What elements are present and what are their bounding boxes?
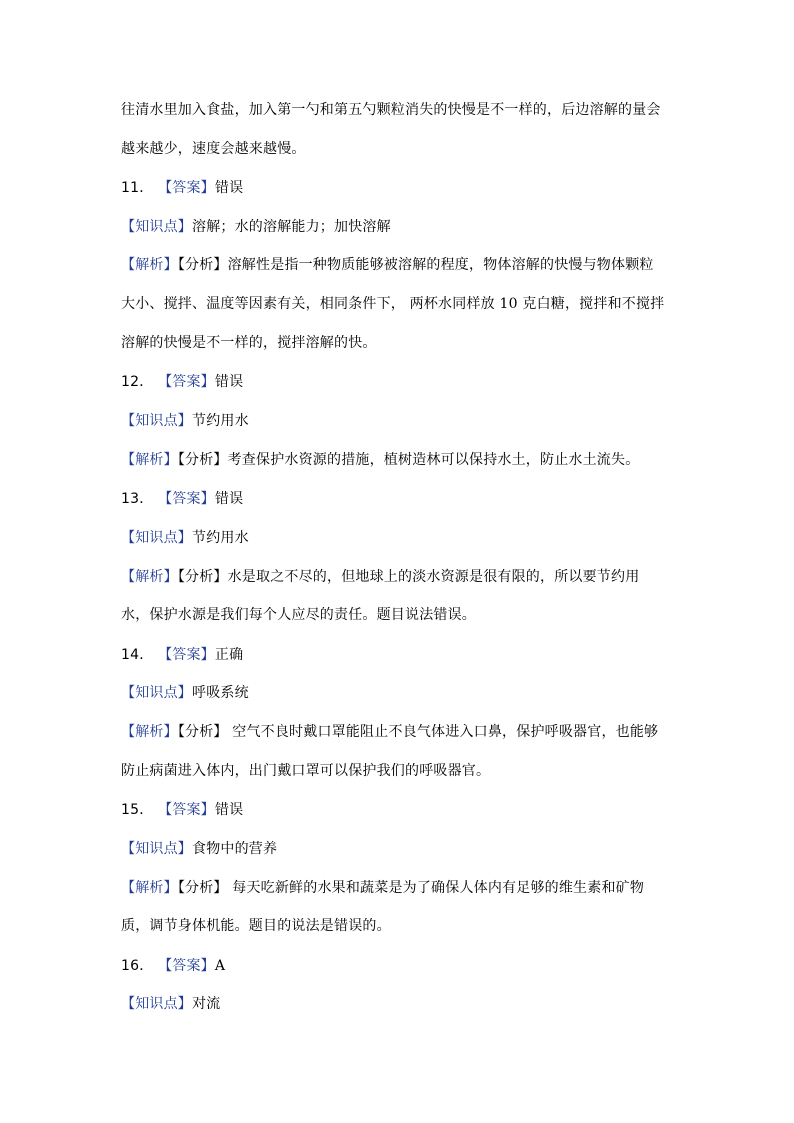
text-line [121, 605, 681, 625]
answer-tag: 【答案】 [158, 802, 215, 818]
question-number: 14． [121, 647, 154, 663]
question-14-analysis [121, 722, 681, 742]
analysis-text: 【分析】溶解性是指一种物质能够被溶解的程度，物体溶解的快慢与物体颗粒 [177, 257, 654, 273]
line-text: 克白糖，搅拌和不搅拌 [517, 296, 665, 312]
knowledge-tag: 【知识点】 [121, 413, 192, 429]
text-line [121, 139, 681, 159]
knowledge-tag: 【知识点】 [121, 219, 192, 235]
answer-value: 错误 [214, 180, 244, 196]
text-line [121, 761, 681, 781]
analysis-text: 【分析】 每天吃新鲜的水果和蔬菜是为了确保人体内有足够的维生素和矿物 [177, 880, 645, 896]
analysis-text: 【分析】 空气不良时戴口罩能阻止不良气体进入口鼻，保护呼吸器官，也能够 [177, 724, 659, 740]
question-number: 11． [121, 180, 154, 196]
question-16-answer [121, 956, 681, 976]
question-number: 13． [121, 491, 154, 507]
line-text: 质，调节身体机能。题目的说法是错误的。 [121, 918, 391, 934]
knowledge-value: 节约用水 [192, 530, 249, 546]
text-line [121, 333, 681, 353]
knowledge-tag: 【知识点】 [121, 996, 192, 1012]
text-line [121, 916, 681, 936]
knowledge-value: 对流 [192, 996, 221, 1012]
question-11-knowledge [121, 217, 681, 237]
question-number: 12． [121, 374, 154, 390]
answer-tag: 【答案】 [158, 958, 215, 974]
question-16-knowledge [121, 994, 681, 1014]
knowledge-tag: 【知识点】 [121, 841, 192, 857]
answer-tag: 【答案】 [158, 180, 215, 196]
question-14-answer [121, 645, 681, 665]
answer-tag: 【答案】 [158, 491, 215, 507]
knowledge-value: 呼吸系统 [192, 685, 249, 701]
answer-tag: 【答案】 [158, 647, 215, 663]
analysis-text: 【分析】水是取之不尽的，但地球上的淡水资源是很有限的，所以要节约用 [177, 569, 640, 585]
answer-value: 正确 [214, 647, 244, 663]
question-11-answer [121, 178, 681, 198]
line-text: 越来越少，速度会越来越慢。 [121, 141, 306, 157]
question-15-analysis [121, 878, 681, 898]
answer-value: 错误 [214, 802, 244, 818]
line-text: 溶解的快慢是不一样的，搅拌溶解的快。 [121, 335, 377, 351]
question-number: 15． [121, 802, 154, 818]
analysis-tag: 【解析】 [121, 569, 178, 585]
number-text: 10 [499, 296, 518, 312]
analysis-tag: 【解析】 [121, 452, 178, 468]
question-12-analysis [121, 450, 681, 470]
text-line [121, 100, 681, 120]
text-line [121, 294, 681, 314]
line-text: 水，保护水源是我们每个人应尽的责任。题目说法错误。 [121, 607, 476, 623]
analysis-tag: 【解析】 [121, 257, 178, 273]
question-15-knowledge [121, 839, 681, 859]
knowledge-value: 食物中的营养 [192, 841, 278, 857]
analysis-tag: 【解析】 [121, 880, 178, 896]
knowledge-value: 节约用水 [192, 413, 249, 429]
question-11-analysis [121, 255, 681, 275]
line-text: 防止病菌进入体内，出门戴口罩可以保护我们的呼吸器官。 [121, 763, 491, 779]
line-text: 大小、搅拌、温度等因素有关，相同条件下， 两杯水同样放 [121, 296, 500, 312]
question-14-knowledge [121, 683, 681, 703]
question-13-answer [121, 489, 681, 509]
analysis-text: 【分析】考查保护水资源的措施，植树造林可以保持水土，防止水土流失。 [177, 452, 640, 468]
answer-value: 错误 [214, 374, 244, 390]
question-13-knowledge [121, 528, 681, 548]
knowledge-tag: 【知识点】 [121, 685, 192, 701]
answer-value: A [214, 958, 226, 974]
answer-tag: 【答案】 [158, 374, 215, 390]
analysis-tag: 【解析】 [121, 724, 178, 740]
question-12-answer [121, 372, 681, 392]
knowledge-value: 溶解；水的溶解能力；加快溶解 [192, 219, 391, 235]
line-text: 往清水里加入食盐，加入第一勺和第五勺颗粒消失的快慢是不一样的，后边溶解的量会 [121, 102, 661, 118]
knowledge-tag: 【知识点】 [121, 530, 192, 546]
answer-value: 错误 [214, 491, 244, 507]
question-15-answer [121, 800, 681, 820]
question-13-analysis [121, 567, 681, 587]
question-12-knowledge [121, 411, 681, 431]
question-number: 16． [121, 958, 154, 974]
